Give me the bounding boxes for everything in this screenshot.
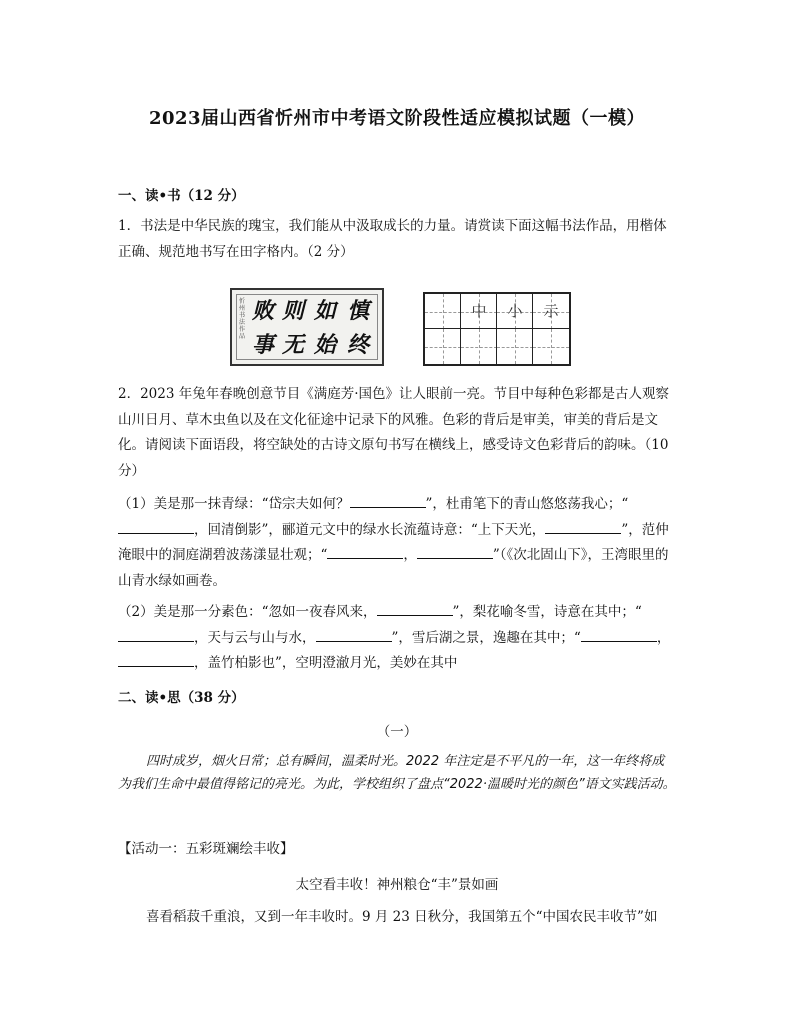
calligraphy-char: 慎 (347, 298, 370, 324)
activity-1-label: 【活动一：五彩斑斓绘丰收】 (118, 841, 294, 857)
answer-blank[interactable] (417, 543, 493, 559)
calligraphy-artwork (230, 288, 384, 366)
calligraphy-char: 终 (347, 332, 370, 358)
answer-blank[interactable] (316, 626, 392, 642)
grid-cell-text: 小 (507, 302, 523, 320)
answer-blank[interactable] (545, 518, 621, 534)
calligraphy-char: 则 (282, 298, 305, 324)
grid-cell-text: 中 (471, 302, 487, 320)
answer-blank[interactable] (118, 626, 194, 642)
question-2-part-1: （1）美是那一抹青绿：“岱宗夫如何？ ”，杜甫笔下的青山悠悠荡我心；“，回清倒影”，郦道元文中的绿水长流蕴诗意：“上下天光， ”，范仲淹眼中的洞庭湖碧波荡漾显壮观；“ ， ”（《次北固山下》，王湾眼里的山青水绿如画卷。 (118, 492, 676, 594)
article-title: 太空看丰收！神州粮仓“丰”景如画 (295, 877, 499, 893)
section-1-heading: 一、读•书（12 分） (118, 188, 245, 204)
answer-blank[interactable] (327, 543, 403, 559)
question-1: 1．书法是中华民族的瑰宝，我们能从中汲取成长的力量。请赏读下面这幅书法作品，用楷体正确、规范地书写在田字格内。（2 分） (118, 218, 667, 260)
part-label: （一） (376, 724, 418, 740)
intro-paragraph: 四时成岁，烟火日常；总有瞬间，温柔时光。2022 年注定是不平凡的一年，这一年终将成为我们生命中最值得铭记的亮光。为此，学校组织了盘点“2022·温暖时光的颜色”语文实践活动。 (118, 754, 676, 792)
calligraphy-char: 事 (252, 332, 275, 358)
question-2-part-2: （2）美是那一分素色：“忽如一夜春风来， ”，梨花喻冬雪，诗意在其中；“，天与云与山与水， ”，雪后湖之景，逸趣在其中；“ ，，盖竹柏影也”，空明澄澈月光，美妙在其中 (118, 600, 676, 677)
question-2: 2．2023 年兔年春晚创意节目《满庭芳·国色》让人眼前一亮。节目中每种色彩都是古人观察山川日月、草木虫鱼以及在文化征途中记录下的风雅。色彩的背后是审美，审美的背后是文化。请阅读下面语段，将空缺处的古诗文原句书写在横线上，感受诗文色彩背后的韵味。（10 分） (118, 386, 670, 479)
calligraphy-char: 败 (252, 298, 275, 324)
calligraphy-seal: 忻州书法作品 (239, 298, 246, 340)
calligraphy-char: 无 (282, 332, 305, 358)
answer-blank[interactable] (118, 518, 194, 534)
grid-cell-text: 示 (543, 302, 559, 320)
answer-blank[interactable] (377, 600, 453, 616)
answer-blank[interactable] (581, 626, 657, 642)
section-2-heading: 二、读•思（38 分） (118, 690, 245, 706)
calligraphy-char: 始 (314, 332, 337, 358)
article-paragraph: 喜看稻菽千重浪，又到一年丰收时。9 月 23 日秋分，我国第五个“中国农民丰收节”如 (146, 909, 658, 925)
answer-blank[interactable] (350, 492, 426, 508)
answer-blank[interactable] (118, 651, 194, 667)
tianzi-grid[interactable] (423, 292, 571, 366)
calligraphy-char: 如 (314, 298, 337, 324)
page-title: 2023届山西省忻州市中考语文阶段性适应模拟试题（一模） (148, 108, 646, 129)
